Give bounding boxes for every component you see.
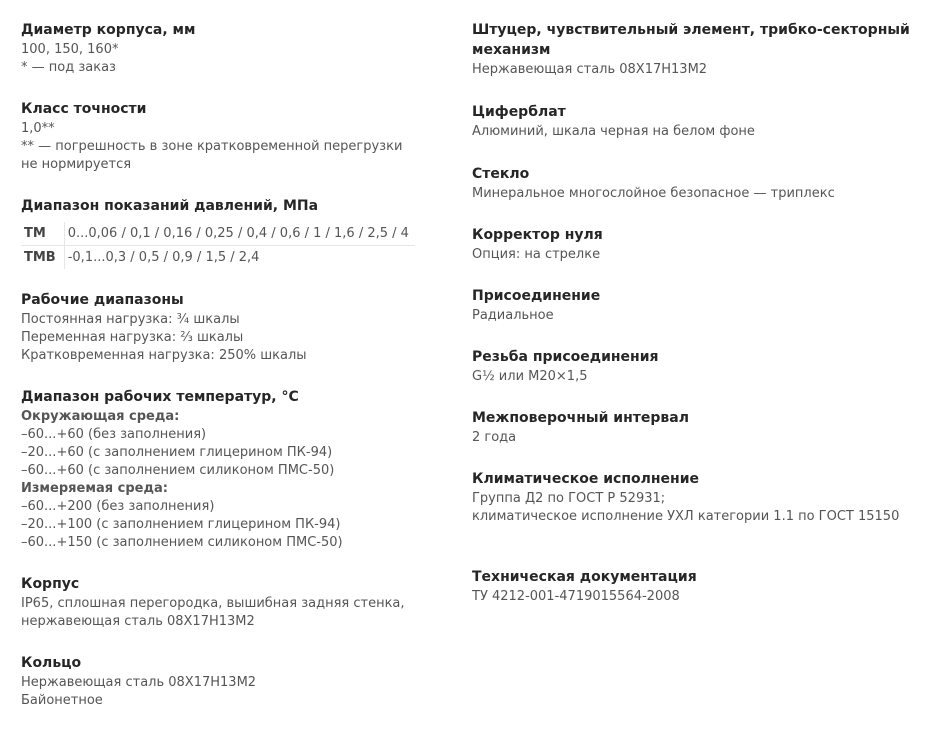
fitting-section — [472, 20, 910, 79]
range-key: ТМ — [21, 222, 64, 246]
thread-line: G½ или М20×1,5 — [472, 369, 588, 384]
docs-section — [472, 567, 697, 606]
accuracy-title: Класс точности — [21, 101, 147, 117]
case-title: Корпус — [21, 576, 80, 592]
ring-title: Кольцо — [21, 655, 82, 671]
pressure-range-table — [21, 222, 415, 269]
diameter-value: 100, 150, 160* — [21, 42, 119, 57]
accuracy-note: ** — погрешность в зоне кратковременной перегрузки — [21, 139, 403, 154]
table-row — [21, 246, 415, 270]
connection-section — [472, 286, 600, 325]
glass-title: Стекло — [472, 166, 530, 182]
ring-line: Нержавеющая сталь 08Х17Н13М2 — [21, 675, 257, 690]
table-row — [21, 222, 415, 246]
diameter-note: * — под заказ — [21, 60, 116, 75]
zero-corrector-section — [472, 225, 603, 264]
connection-line: Радиальное — [472, 308, 554, 323]
fitting-title: Штуцер, чувствительный элемент, трибко-секторный — [472, 22, 910, 38]
working-ranges-section — [21, 290, 307, 365]
working-ranges-title: Рабочие диапазоны — [21, 292, 184, 308]
climate-section — [472, 469, 899, 526]
interval-title: Межповерочный интервал — [472, 410, 689, 426]
climate-line: Группа Д2 по ГОСТ Р 52931; — [472, 491, 666, 506]
accuracy-section — [21, 99, 402, 174]
zero-corrector-title: Корректор нуля — [472, 227, 603, 243]
docs-title: Техническая документация — [472, 569, 697, 585]
dial-section — [472, 102, 755, 141]
ambient-item: –20...+60 (с заполнением глицерином ПК-94) — [21, 445, 333, 460]
diameter-title: Диаметр корпуса, мм — [21, 22, 196, 38]
working-range-constant: Постоянная нагрузка: ¾ шкалы — [21, 312, 240, 327]
dial-title: Циферблат — [472, 104, 566, 120]
ambient-item: –60...+60 (с заполнением силиконом ПМС-50) — [21, 463, 335, 478]
range-key: ТМВ — [21, 246, 64, 270]
ring-section — [21, 653, 256, 710]
measured-label: Измеряемая среда: — [21, 481, 168, 496]
measured-item: –20...+100 (с заполнением глицерином ПК-94) — [21, 517, 341, 532]
zero-corrector-line: Опция: на стрелке — [472, 247, 601, 262]
fitting-line: Нержавеющая сталь 08Х17Н13М2 — [472, 62, 708, 77]
accuracy-value: 1,0** — [21, 121, 55, 136]
diameter-section — [21, 20, 195, 77]
interval-line: 2 года — [472, 430, 517, 445]
temperatures-title: Диапазон рабочих температур, °С — [21, 389, 299, 405]
ambient-item: –60...+60 (без заполнения) — [21, 427, 207, 442]
case-line: IP65, сплошная перегородка, вышибная задняя стенка, — [21, 596, 405, 611]
measured-item: –60...+200 (без заполнения) — [21, 499, 215, 514]
case-section — [21, 574, 405, 631]
ambient-label: Окружающая среда: — [21, 409, 180, 424]
working-range-variable: Переменная нагрузка: ⅔ шкалы — [21, 330, 244, 345]
accuracy-note-cont: не нормируется — [21, 157, 132, 172]
interval-section — [472, 408, 689, 447]
temperatures-section — [21, 387, 343, 552]
connection-title: Присоединение — [472, 288, 601, 304]
measured-item: –60...+150 (с заполнением силиконом ПМС-50) — [21, 535, 343, 550]
fitting-title-cont: механизм — [472, 42, 551, 58]
working-range-short: Кратковременная нагрузка: 250% шкалы — [21, 348, 307, 363]
thread-title: Резьба присоединения — [472, 349, 659, 365]
ring-line: Байонетное — [21, 693, 103, 708]
climate-line: климатическое исполнение УХЛ категории 1.1 по ГОСТ 15150 — [472, 509, 900, 524]
range-value: 0...0,06 / 0,1 / 0,16 / 0,25 / 0,4 / 0,6 / 1 / 1,6 / 2,5 / 4 — [64, 222, 415, 246]
climate-title: Климатическое исполнение — [472, 471, 700, 487]
pressure-range-title: Диапазон показаний давлений, МПа — [21, 198, 319, 214]
thread-section — [472, 347, 659, 386]
glass-section — [472, 164, 835, 203]
range-value: -0,1...0,3 / 0,5 / 0,9 / 1,5 / 2,4 — [67, 250, 260, 265]
pressure-range-section — [21, 196, 415, 269]
docs-line: ТУ 4212-001-4719015564-2008 — [472, 589, 680, 604]
case-line: нержавеющая сталь 08Х17Н13М2 — [21, 614, 255, 629]
dial-line: Алюминий, шкала черная на белом фоне — [472, 124, 755, 139]
glass-line: Минеральное многослойное безопасное — триплекс — [472, 186, 835, 201]
